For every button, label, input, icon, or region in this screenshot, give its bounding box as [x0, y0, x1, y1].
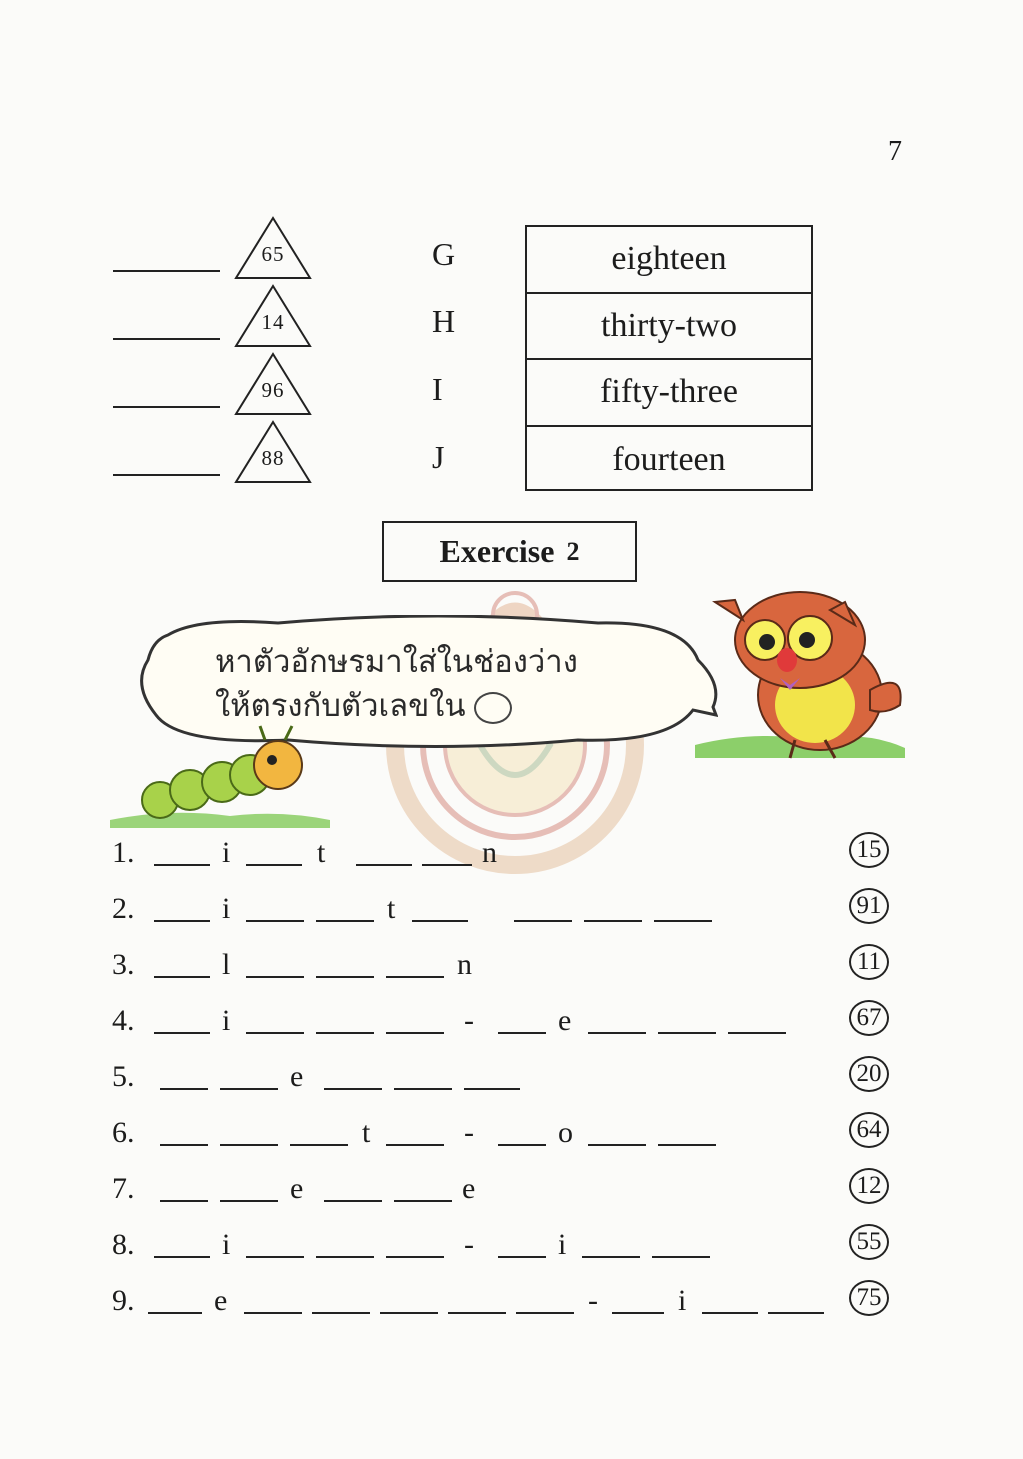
- given-letter: e: [290, 1060, 304, 1093]
- letter-blank[interactable]: [380, 1312, 438, 1314]
- letter-blank[interactable]: [246, 1256, 304, 1258]
- given-letter: n: [457, 948, 472, 981]
- letter-blank[interactable]: [412, 920, 468, 922]
- word-table: [525, 225, 813, 491]
- letter-blank[interactable]: [422, 864, 472, 866]
- page-number: 7: [888, 136, 902, 167]
- letter-blank[interactable]: [498, 1032, 546, 1034]
- given-letter: i: [222, 1004, 231, 1037]
- number-triangle: [234, 284, 312, 348]
- letter-blank[interactable]: [246, 920, 304, 922]
- letter-blank[interactable]: [394, 1088, 452, 1090]
- instruction-line-2: ให้ตรงกับตัวเลขใน: [215, 688, 466, 724]
- letter-blank[interactable]: [324, 1200, 382, 1202]
- letter-blank[interactable]: [244, 1312, 302, 1314]
- instruction-text: [215, 640, 578, 728]
- exercise-item: [112, 948, 892, 988]
- letter-blank[interactable]: [148, 1312, 202, 1314]
- letter-blank[interactable]: [514, 920, 572, 922]
- given-letter: e: [290, 1172, 304, 1205]
- given-letter: i: [222, 836, 231, 869]
- exercise-item: [112, 836, 892, 876]
- letter-blank[interactable]: [394, 1200, 452, 1202]
- letter-blank[interactable]: [316, 976, 374, 978]
- item-label: 2.: [112, 892, 135, 925]
- letter-blank[interactable]: [658, 1032, 716, 1034]
- given-letter: i: [222, 1228, 231, 1261]
- instruction-line-1: หาตัวอักษรมาใส่ในช่องว่าง: [215, 644, 578, 680]
- word-cell: fourteen: [612, 440, 726, 478]
- given-letter: t: [387, 892, 396, 925]
- given-letter: n: [482, 836, 497, 869]
- circled-number: 12: [849, 1168, 889, 1204]
- letter-blank[interactable]: [654, 920, 712, 922]
- item-label: 7.: [112, 1172, 135, 1205]
- letter-blank[interactable]: [160, 1144, 208, 1146]
- triangle-number: 88: [261, 446, 285, 470]
- exercise-item: [112, 892, 892, 932]
- given-letter: i: [678, 1284, 687, 1317]
- number-triangle: [234, 216, 312, 280]
- letter-blank[interactable]: [582, 1256, 640, 1258]
- letter-blank[interactable]: [464, 1088, 520, 1090]
- answer-blank[interactable]: [113, 474, 220, 476]
- letter-blank[interactable]: [220, 1200, 278, 1202]
- given-letter: i: [558, 1228, 567, 1261]
- given-letter: e: [462, 1172, 476, 1205]
- letter-blank[interactable]: [154, 976, 210, 978]
- letter-blank[interactable]: [728, 1032, 786, 1034]
- letter-blank[interactable]: [246, 1032, 304, 1034]
- circled-number: 64: [849, 1112, 889, 1148]
- letter-blank[interactable]: [312, 1312, 370, 1314]
- letter-blank[interactable]: [448, 1312, 506, 1314]
- circled-number: 15: [849, 832, 889, 868]
- letter-blank[interactable]: [386, 1256, 444, 1258]
- letter-blank[interactable]: [386, 976, 444, 978]
- exercise-item: [112, 1284, 892, 1324]
- item-label: 1.: [112, 836, 135, 869]
- letter-blank[interactable]: [154, 864, 210, 866]
- letter-blank[interactable]: [154, 920, 210, 922]
- number-triangle: [234, 420, 312, 484]
- given-letter: l: [222, 948, 231, 981]
- circled-number: 67: [849, 1000, 889, 1036]
- circled-number: 11: [849, 944, 889, 980]
- word-cell: fifty-three: [527, 360, 811, 427]
- match-letter: I: [432, 371, 443, 407]
- exercise-title-box: [382, 521, 637, 582]
- hyphen: -: [464, 1116, 474, 1149]
- letter-blank[interactable]: [652, 1256, 710, 1258]
- letter-blank[interactable]: [612, 1312, 664, 1314]
- letter-blank[interactable]: [324, 1088, 382, 1090]
- caterpillar-illustration: [110, 720, 330, 830]
- given-letter: e: [214, 1284, 228, 1317]
- letter-blank[interactable]: [702, 1312, 758, 1314]
- letter-blank[interactable]: [516, 1312, 574, 1314]
- letter-blank[interactable]: [220, 1144, 278, 1146]
- hyphen: -: [588, 1284, 598, 1317]
- letter-blank[interactable]: [160, 1088, 208, 1090]
- letter-blank[interactable]: [386, 1144, 444, 1146]
- exercise-title: Exercise: [439, 533, 555, 569]
- answer-blank[interactable]: [113, 338, 220, 340]
- given-letter: t: [317, 836, 326, 869]
- word-cell: eighteen: [527, 227, 811, 294]
- match-letter: G: [432, 236, 456, 272]
- letter-blank[interactable]: [658, 1144, 716, 1146]
- letter-blank[interactable]: [386, 1032, 444, 1034]
- letter-blank[interactable]: [316, 920, 374, 922]
- triangle-number: 96: [261, 378, 285, 402]
- number-triangle: [234, 352, 312, 416]
- word-cell: thirty-two: [527, 294, 811, 361]
- letter-blank[interactable]: [220, 1088, 278, 1090]
- letter-blank[interactable]: [154, 1032, 210, 1034]
- hyphen: -: [464, 1228, 474, 1261]
- letter-blank[interactable]: [356, 864, 412, 866]
- given-letter: t: [362, 1116, 371, 1149]
- exercise-item: [112, 1228, 892, 1268]
- answer-blank[interactable]: [113, 406, 220, 408]
- letter-blank[interactable]: [768, 1312, 824, 1314]
- match-letter: H: [432, 303, 456, 339]
- item-label: 4.: [112, 1004, 135, 1037]
- circled-number: 91: [849, 888, 889, 924]
- exercise-item: [112, 1172, 892, 1212]
- exercise-item: [112, 1116, 892, 1156]
- answer-blank[interactable]: [113, 270, 220, 272]
- letter-blank[interactable]: [246, 864, 302, 866]
- letter-blank[interactable]: [290, 1144, 348, 1146]
- letter-blank[interactable]: [154, 1256, 210, 1258]
- exercise-item: [112, 1004, 892, 1044]
- item-label: 9.: [112, 1284, 135, 1317]
- circled-number: 55: [849, 1224, 889, 1260]
- given-letter: e: [558, 1004, 572, 1037]
- letter-blank[interactable]: [246, 976, 304, 978]
- letter-blank[interactable]: [160, 1200, 208, 1202]
- given-letter: o: [558, 1116, 573, 1149]
- owl-illustration: [695, 580, 910, 765]
- triangle-number: 14: [261, 310, 285, 334]
- letter-blank[interactable]: [316, 1256, 374, 1258]
- letter-blank[interactable]: [588, 1032, 646, 1034]
- circled-number: 75: [849, 1280, 889, 1316]
- triangle-number: 65: [261, 242, 285, 266]
- letter-blank[interactable]: [588, 1144, 646, 1146]
- hyphen: -: [464, 1004, 474, 1037]
- circle-icon: [474, 692, 512, 724]
- exercise-number: 2: [566, 536, 580, 566]
- letter-blank[interactable]: [584, 920, 642, 922]
- letter-blank[interactable]: [316, 1032, 374, 1034]
- item-label: 8.: [112, 1228, 135, 1261]
- exercise-item: [112, 1060, 892, 1100]
- item-label: 3.: [112, 948, 135, 981]
- letter-blank[interactable]: [498, 1144, 546, 1146]
- match-letter: J: [432, 439, 445, 475]
- item-label: 6.: [112, 1116, 135, 1149]
- circled-number: 20: [849, 1056, 889, 1092]
- given-letter: i: [222, 892, 231, 925]
- item-label: 5.: [112, 1060, 135, 1093]
- letter-blank[interactable]: [498, 1256, 546, 1258]
